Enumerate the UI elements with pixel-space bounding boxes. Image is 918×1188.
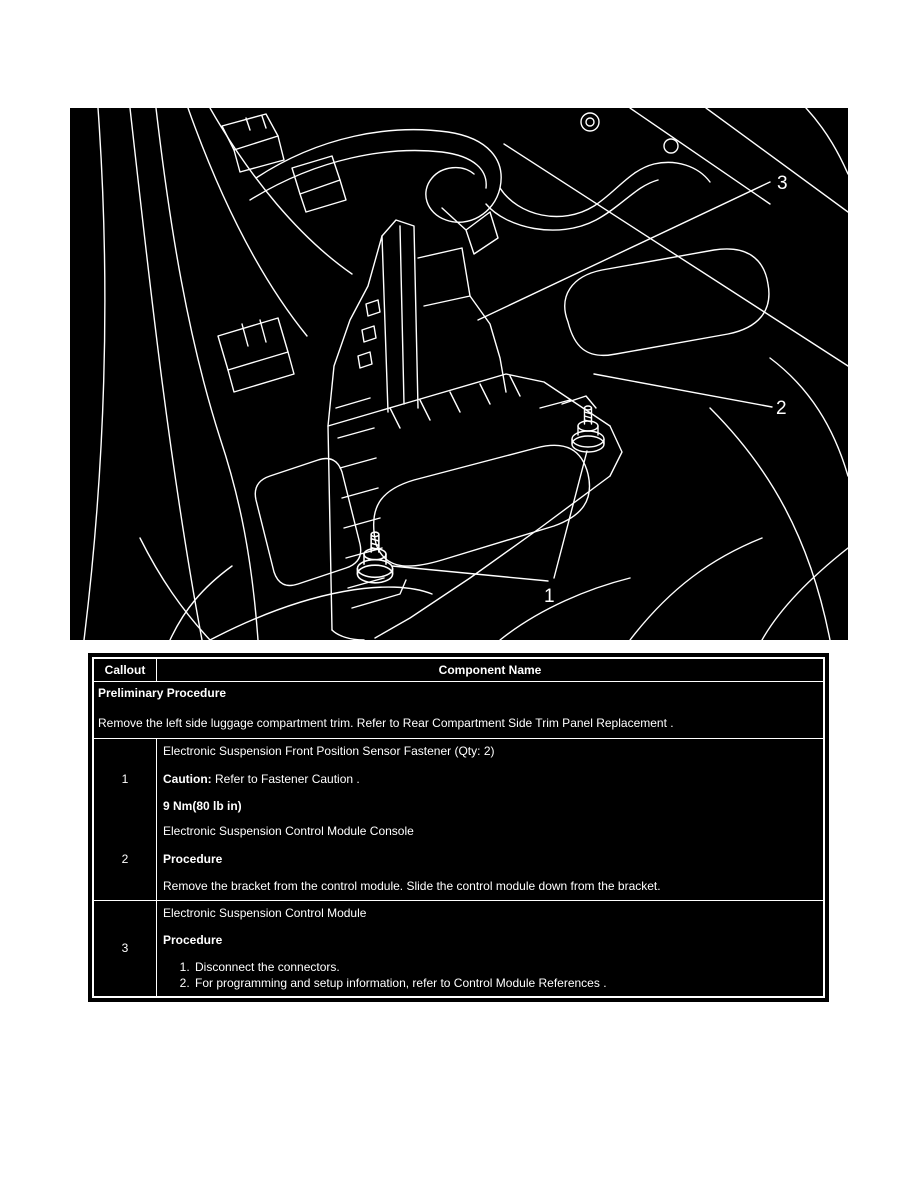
procedure-label: Procedure: [163, 932, 223, 947]
procedure-step: 2. For programming and setup information, refer to Control Module References .: [193, 976, 817, 990]
column-header-component-name: Component Name: [438, 663, 542, 677]
component-illustration: [70, 108, 848, 640]
callout-label-2: 2: [776, 398, 787, 419]
torque-spec: 9 Nm(80 lb in): [163, 798, 242, 813]
component-cell-1: [157, 739, 823, 819]
procedure-steps: [163, 960, 817, 990]
trim-cutout: [255, 459, 360, 586]
procedure-text: Remove the bracket from the control module. Slide the control module down from the bracket.: [163, 879, 661, 894]
table-row-callout-3: [94, 900, 823, 997]
callout-number-cell-3: 3: [94, 901, 157, 997]
preliminary-procedure-text: Remove the left side luggage compartment trim. Refer to Rear Compartment Side Trim Panel Replacement .: [98, 715, 674, 730]
column-header-callout: Callout: [94, 659, 157, 681]
callout-label-1: 1: [544, 586, 555, 607]
component-name: Electronic Suspension Control Module: [163, 905, 367, 920]
table-row-callout-1: [94, 739, 823, 819]
harness-connector-blocks: [218, 318, 294, 392]
front-position-sensor-fastener-lower: [357, 532, 392, 583]
body-panel-lines: [84, 108, 352, 640]
callout-leader-lines: [392, 182, 772, 581]
callout-table-inner: [92, 657, 825, 998]
front-position-sensor-fastener-upper: [572, 406, 604, 452]
caution-note: [163, 772, 817, 786]
table-header-row: [94, 659, 823, 682]
procedure-step: 1. Disconnect the connectors.: [193, 960, 817, 974]
component-cell-2: [157, 819, 823, 899]
callout-table: [88, 653, 829, 1002]
table-row-callout-2: [94, 819, 823, 899]
caution-label: Caution:: [163, 771, 212, 786]
connector-cluster: [222, 114, 346, 212]
procedure-label: Procedure: [163, 851, 223, 866]
callout-number-cell-2: 2: [94, 819, 157, 899]
preliminary-procedure-cell: [94, 682, 823, 739]
component-cell-3: [157, 901, 823, 997]
caution-text: Refer to Fastener Caution .: [211, 771, 360, 786]
trunk-compartment-line-drawing: [70, 108, 848, 640]
component-name: Electronic Suspension Front Position Sensor Fastener (Qty: 2): [163, 744, 495, 759]
preliminary-procedure-title: Preliminary Procedure: [98, 686, 227, 701]
callout-label-3: 3: [777, 173, 788, 194]
callout-number-cell-1: 1: [94, 739, 157, 819]
body-side-lines: [210, 108, 848, 640]
component-name: Electronic Suspension Control Module Console: [163, 824, 414, 839]
